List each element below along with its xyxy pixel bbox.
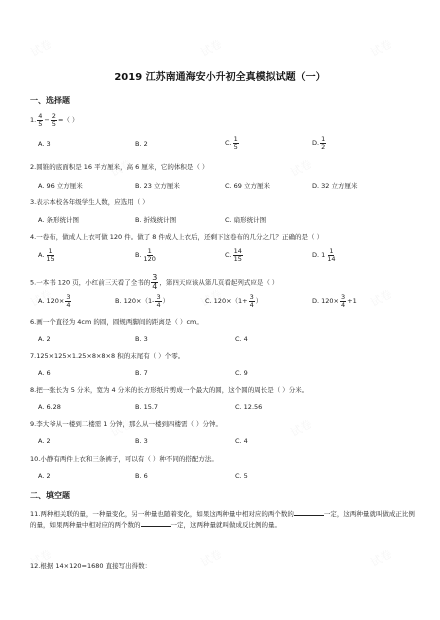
option-a[interactable]: A. 96 立方厘米 (38, 182, 83, 190)
option-b[interactable]: B. 3 (135, 335, 148, 343)
option-c[interactable]: C. 扇形统计图 (225, 216, 267, 224)
answer-blank[interactable] (141, 520, 171, 527)
question-2: 2.圆锥的底面积是 16 平方厘米，高 6 厘米，它的体积是（ ） (30, 163, 209, 171)
option-d[interactable]: D. 32 立方厘米 (312, 182, 358, 190)
question-1: 1. $\frac{4}{5}$ − $\frac{2}{5}$ =（ ） (30, 112, 79, 128)
option-a[interactable]: A. 2 (38, 472, 51, 480)
section-heading-fill: 二、填空题 (30, 491, 70, 500)
option-b[interactable]: B. 2 (135, 140, 148, 148)
option-b[interactable]: B. $\frac{1}{120}$ (135, 247, 156, 263)
option-b[interactable]: B. 折线统计图 (135, 216, 177, 224)
option-c[interactable]: C. 12.56 (235, 403, 263, 411)
option-d[interactable]: D. 120× $\frac{3}{4}$ +1 (312, 293, 357, 309)
fraction: $\frac{4}{5}$ (38, 112, 43, 128)
watermark-text (367, 36, 394, 61)
fraction: $\frac{2}{5}$ (51, 112, 56, 128)
question-number: 1. (30, 116, 37, 124)
page-title: 2019 江苏南通海安小升初全真模拟试题（一） (114, 72, 326, 83)
option-b[interactable]: B. 3 (135, 437, 148, 445)
option-c[interactable]: C. 120×（1+ $\frac{3}{4}$ ） (205, 293, 263, 309)
watermark-text (27, 36, 54, 61)
watermark-text (367, 286, 394, 311)
question-11: 11.两种相关联的量，一种量变化，另一种量也随着变化，如果这两种量中相对应的两个数的 一定，这两种量就叫做成正比例的量，如果两种量中相对应的两个数的 一定，这两种量就叫做成反比例的量。 (30, 510, 415, 529)
question-8: 8.把一张长为 5 分米，宽为 4 分米的长方形纸片剪成一个最大的圆，这个圆的周长是（ ）分米。 (30, 386, 309, 394)
option-d[interactable]: D. 1 $\frac{1}{14}$ (312, 247, 336, 263)
watermark-text (287, 416, 314, 441)
option-a[interactable]: A. $\frac{1}{15}$ (38, 247, 55, 263)
option-c[interactable]: C. 9 (235, 369, 248, 377)
option-b[interactable]: B. 120×（1- $\frac{3}{4}$ ） (115, 293, 170, 309)
option-c[interactable]: C. $\frac{1}{5}$ (225, 135, 238, 151)
question-9: 9.李大爷从一楼到二楼需 1 分钟，那么从一楼到四楼需（ ）分钟。 (30, 420, 223, 428)
option-c[interactable]: C. 5 (235, 472, 248, 480)
question-6: 6.画一个直径为 4cm 的圆，圆规两脚间的距离是（ ）cm。 (30, 318, 203, 326)
option-c[interactable]: C. 4 (235, 335, 248, 343)
watermark-text (197, 36, 224, 61)
question-3: 3.表示本校各年级学生人数，应选用（ ） (30, 198, 149, 206)
watermark-text (287, 156, 314, 181)
option-a[interactable]: A. 2 (38, 437, 51, 445)
option-a[interactable]: A. 条形统计图 (38, 216, 79, 224)
question-7: 7.125×125×1.25×8×8×8 积的末尾有（ ）个零。 (30, 352, 185, 360)
option-a[interactable]: A. 6 (38, 369, 51, 377)
section-heading-choice: 一、选择题 (30, 96, 70, 105)
option-c[interactable]: C. 69 立方厘米 (225, 182, 271, 190)
option-a[interactable]: A. 120× $\frac{3}{4}$ (38, 293, 71, 309)
question-10: 10.小静有两件上衣和三条裤子，可以有（ ）种不同的搭配方法。 (30, 455, 218, 463)
option-a[interactable]: A. 6.28 (38, 403, 61, 411)
question-4: 4.一卷布，做成人上衣可做 120 件。做了 8 件成人上衣后，还剩下这卷布的几分之几？正确的是（ ） (30, 233, 324, 241)
option-c[interactable]: C. $\frac{14}{15}$ (225, 247, 242, 263)
option-d[interactable]: D. $\frac{1}{2}$ (312, 135, 326, 151)
option-b[interactable]: B. 6 (135, 472, 148, 480)
option-a[interactable]: A. 3 (38, 140, 51, 148)
watermark-text (367, 546, 394, 571)
option-b[interactable]: B. 23 立方厘米 (135, 182, 180, 190)
watermark-text (197, 546, 224, 571)
option-b[interactable]: B. 15.7 (135, 403, 159, 411)
option-b[interactable]: B. 7 (135, 369, 148, 377)
option-a[interactable]: A. 2 (38, 335, 51, 343)
question-12: 12.根据 14×120=1680 直接写出得数： (30, 562, 152, 570)
option-c[interactable]: C. 4 (235, 437, 248, 445)
answer-blank[interactable] (294, 509, 324, 516)
question-5: 5.一本书 120 页，小红前三天看了全书的 $\frac{3}{4}$ ，第四天应该从第几页看起列式应是（ ） (30, 273, 279, 291)
